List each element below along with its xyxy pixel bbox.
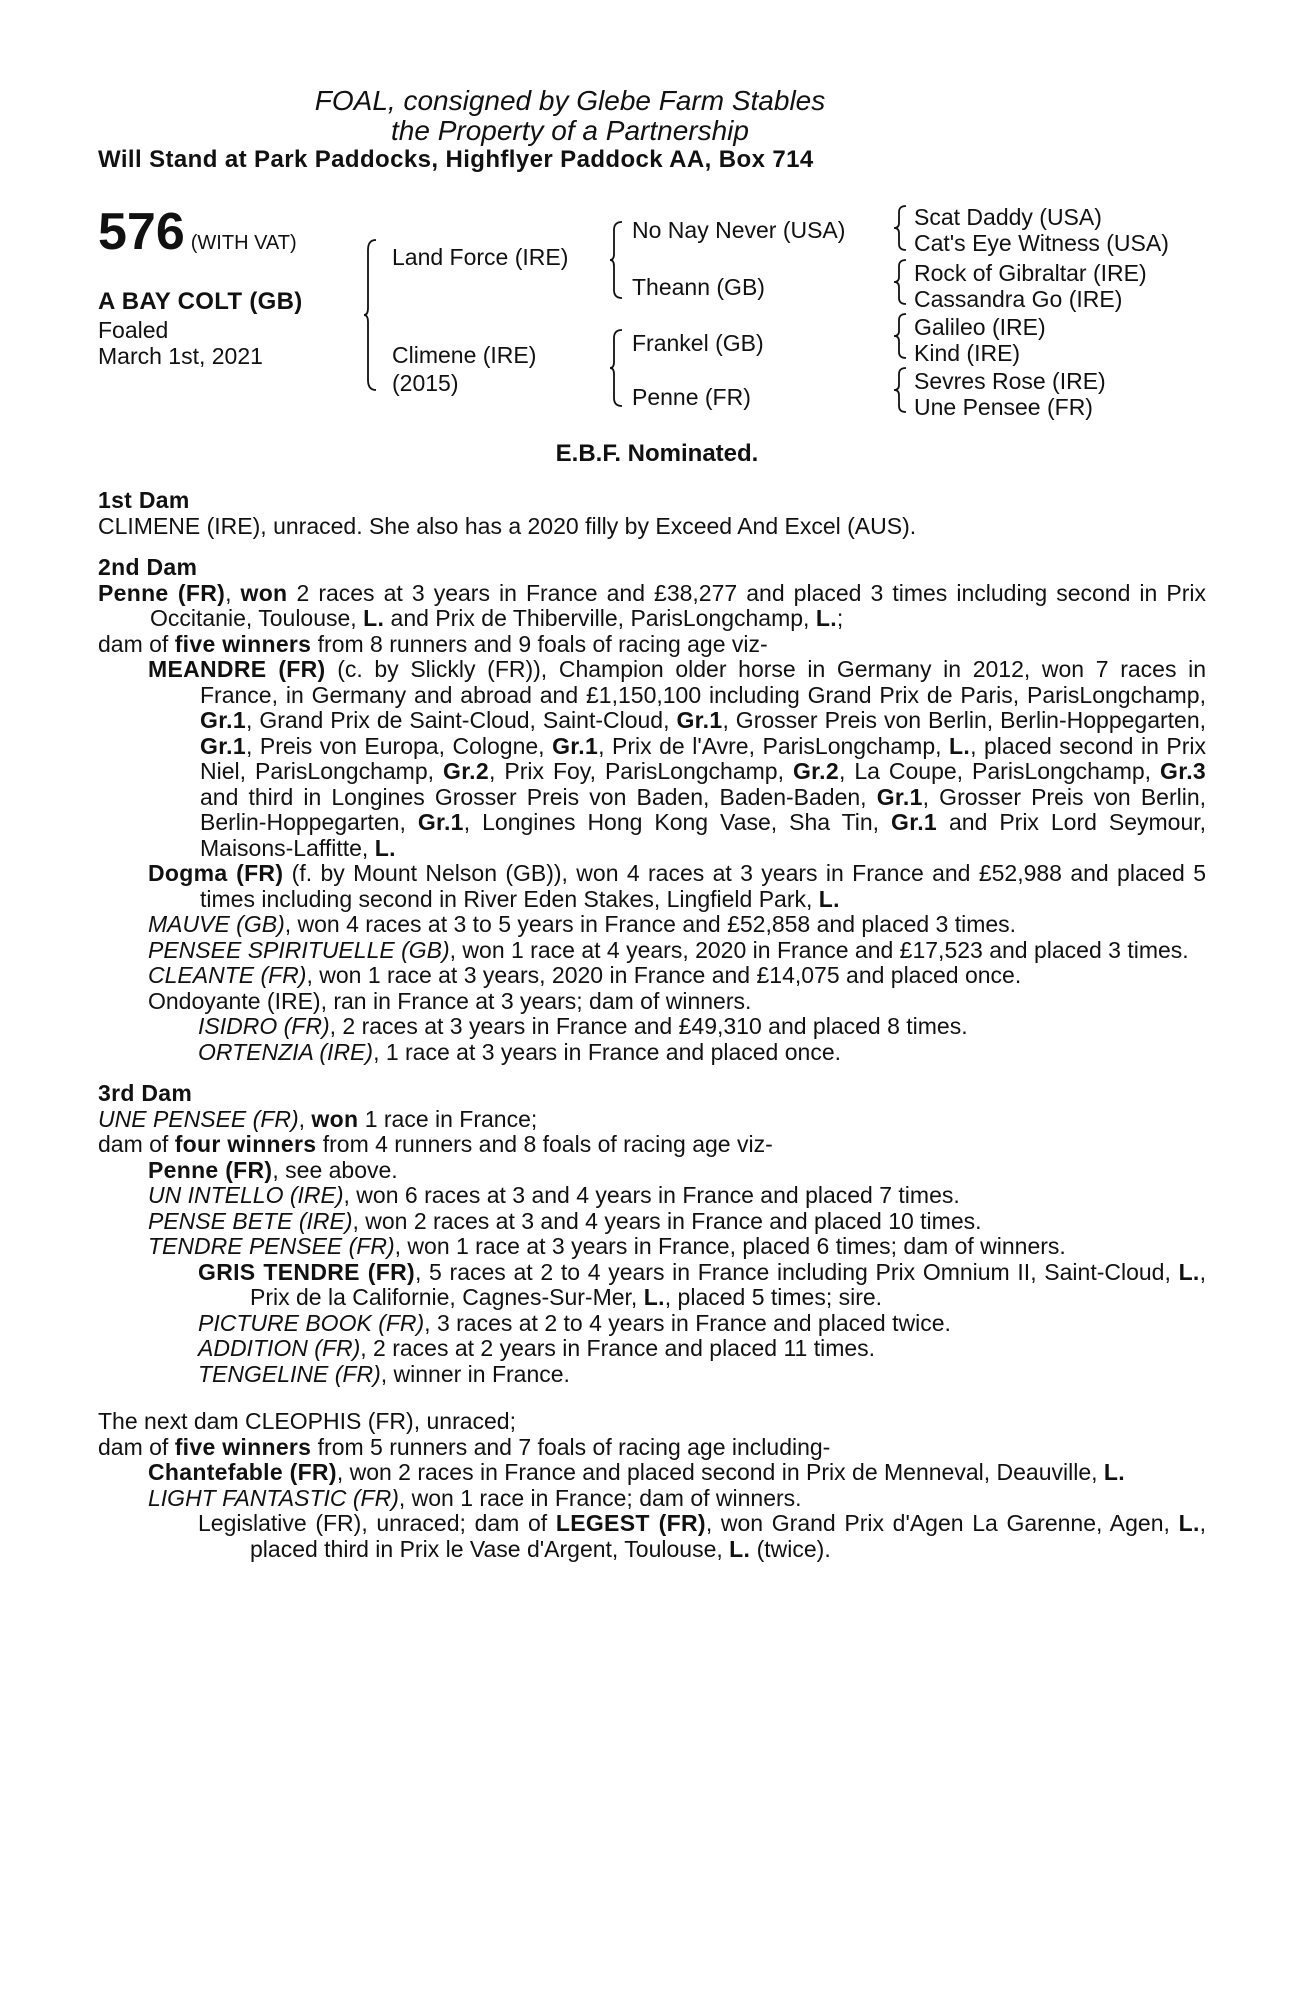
produce-dogma: Dogma (FR) (f. by Mount Nelson (GB)), won 4 races at 3 years in France and £52,988 and placed 5 times including second in River Eden Stakes, Lingfield Park, L. — [148, 860, 1206, 912]
produce-gris-tendre: GRIS TENDRE (FR), 5 races at 2 to 4 years in France including Prix Omnium II, Saint-Cloud, L., Prix de la Californie, Cagnes-Sur-Mer, L., placed 5 times; sire. — [198, 1258, 1206, 1310]
first-dam-text: CLIMENE (IRE), unraced. She also has a 2020 filly by Exceed And Excel (AUS). — [98, 512, 917, 539]
vat-note: (WITH VAT) — [190, 232, 297, 254]
produce-addition: ADDITION (FR), 2 races at 2 years in France and placed 11 times. — [198, 1335, 876, 1361]
pedigree-bracket-sd — [894, 258, 910, 306]
produce-chantefable: Chantefable (FR), won 2 races in France and placed second in Prix de Menneval, Deauville, L. — [148, 1459, 1125, 1485]
produce-pense-bete: PENSE BETE (IRE), won 2 races at 3 and 4 years in France and placed 10 times. — [148, 1207, 982, 1234]
lot-title: A BAY COLT (GB) — [98, 288, 303, 315]
produce-legislative: Legislative (FR), unraced; dam of LEGEST (FR), won Grand Prix d'Agen La Garenne, Agen, L., placed third in Prix le Vase d'Argent, Toulouse, L. (twice). — [198, 1510, 1207, 1562]
pedigree-dss: Galileo (IRE) — [914, 314, 1046, 340]
pedigree-dam: Climene (IRE) — [392, 342, 537, 368]
second-dam-heading: 2nd Dam — [98, 554, 198, 580]
produce-cleante: CLEANTE (FR), won 1 race at 3 years, 2020 in France and £14,075 and placed once. — [148, 962, 1022, 988]
pedigree-bracket-ds — [894, 312, 910, 360]
pedigree-ddd: Une Pensee (FR) — [914, 394, 1093, 420]
pedigree-sire-sire: No Nay Never (USA) — [632, 217, 846, 243]
produce-meandre: MEANDRE (FR) (c. by Slickly (FR)), Champion older horse in Germany in 2012, won 7 races in France, in Germany and abroad and £1,150,100 including Grand Prix de Paris, ParisLongchamp, Gr.1, Grand Prix de Saint-Cloud, Saint-Cloud, Gr.1, Grosser Preis von Berlin, Berlin-Hoppegarten, Gr.1, Preis von Europa, Cologne, Gr.1, Prix de l'Avre, ParisLongchamp, L., placed second in Prix Niel, ParisLongchamp, Gr.2, Prix Foy, ParisLongchamp, Gr.2, La Coupe, ParisLongchamp, Gr.3 and third in Longines Grosser Preis von Baden, Baden-Baden, Gr.1, Grosser Preis von Berlin, Berlin-Hoppegarten, Gr.1, Longines Hong Kong Vase, Sha Tin, Gr.1 and Prix Lord Seymour, Maisons-Laffitte, L. — [148, 656, 1207, 861]
next-dam-record: The next dam CLEOPHIS (FR), unraced; — [98, 1408, 516, 1434]
pedigree-dam-dam: Penne (FR) — [632, 384, 751, 410]
pedigree-sdd: Cassandra Go (IRE) — [914, 286, 1123, 312]
third-dam-heading: 3rd Dam — [98, 1080, 193, 1106]
produce-penne: Penne (FR), see above. — [148, 1156, 398, 1183]
pedigree-sds: Rock of Gibraltar (IRE) — [914, 260, 1147, 286]
pedigree-sire: Land Force (IRE) — [392, 244, 569, 270]
pedigree-ssd: Cat's Eye Witness (USA) — [914, 230, 1169, 256]
pedigree-dsd: Kind (IRE) — [914, 340, 1021, 366]
property-line: the Property of a Partnership — [391, 115, 749, 146]
pedigree-bracket-dd — [894, 366, 910, 414]
ebf-nominated: E.B.F. Nominated. — [555, 440, 759, 467]
produce-tengeline: TENGELINE (FR), winner in France. — [198, 1360, 570, 1387]
foaled-label: Foaled — [98, 317, 169, 343]
produce-un-intello: UN INTELLO (IRE), won 6 races at 3 and 4 years in France and placed 7 times. — [148, 1182, 960, 1208]
pedigree-dds: Sevres Rose (IRE) — [914, 368, 1106, 394]
foaled-date: March 1st, 2021 — [98, 343, 263, 369]
produce-pensee-spirituelle: PENSEE SPIRITUELLE (GB), won 1 race at 4 years, 2020 in France and £17,523 and placed 3 times. — [148, 936, 1189, 963]
produce-isidro: ISIDRO (FR), 2 races at 3 years in France and £49,310 and placed 8 times. — [198, 1013, 968, 1039]
second-dam-produce: dam of five winners from 8 runners and 9 foals of racing age viz- — [98, 630, 768, 657]
pedigree-bracket-gen1 — [364, 238, 384, 392]
stand-location: Will Stand at Park Paddocks, Highflyer Paddock AA, Box 714 — [98, 146, 814, 173]
pedigree-bracket-ss — [894, 204, 910, 252]
produce-picture-book: PICTURE BOOK (FR), 3 races at 2 to 4 years in France and placed twice. — [198, 1309, 951, 1336]
produce-light-fantastic: LIGHT FANTASTIC (FR), won 1 race in France; dam of winners. — [148, 1484, 802, 1511]
lot-number-block — [98, 204, 297, 260]
second-dam-record: Penne (FR), won 2 races at 3 years in France and £38,277 and placed 3 times including second in Prix Occitanie, Toulouse, L. and Prix de Thiberville, ParisLongchamp, L.; — [98, 579, 1206, 631]
pedigree-bracket-sire — [610, 220, 630, 300]
catalogue-body — [98, 488, 1206, 1562]
third-dam-record: UNE PENSEE (FR), won 1 race in France; — [98, 1105, 538, 1132]
pedigree-sss: Scat Daddy (USA) — [914, 204, 1102, 230]
pedigree-sire-dam: Theann (GB) — [632, 274, 765, 300]
consignor-line: FOAL, consigned by Glebe Farm Stables — [314, 85, 826, 116]
pedigree-dam-sire: Frankel (GB) — [632, 330, 764, 356]
produce-tendre-pensee: TENDRE PENSEE (FR), won 1 race at 3 years in France, placed 6 times; dam of winners. — [148, 1233, 1066, 1259]
next-dam-produce: dam of five winners from 5 runners and 7 foals of racing age including- — [98, 1433, 831, 1460]
pedigree-bracket-dam — [610, 328, 630, 408]
produce-ortenzia: ORTENZIA (IRE), 1 race at 3 years in France and placed once. — [198, 1038, 842, 1065]
produce-ondoyante: Ondoyante (IRE), ran in France at 3 years; dam of winners. — [148, 987, 752, 1014]
lot-number: 576 — [98, 203, 185, 261]
pedigree-dam-year: (2015) — [392, 370, 459, 396]
third-dam-produce: dam of four winners from 4 runners and 8 foals of racing age viz- — [98, 1131, 773, 1157]
first-dam-heading: 1st Dam — [98, 487, 190, 513]
produce-mauve: MAUVE (GB), won 4 races at 3 to 5 years in France and £52,858 and placed 3 times. — [148, 911, 1017, 937]
